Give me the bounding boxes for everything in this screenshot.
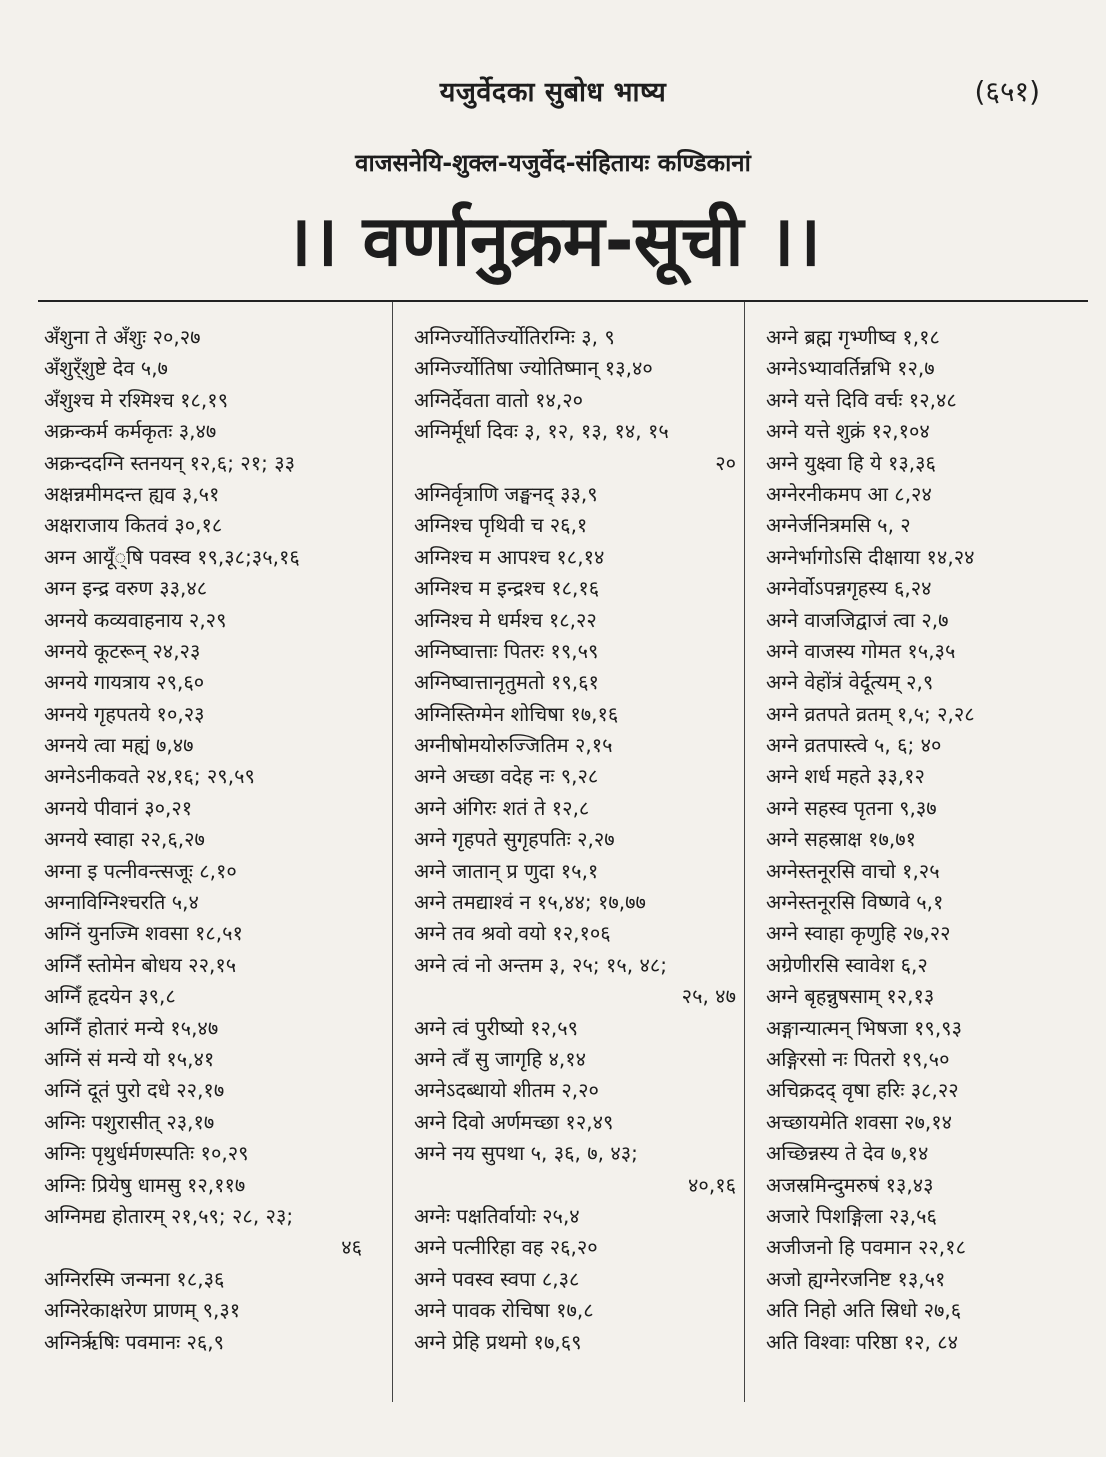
- index-entry: अग्ने पवस्व स्वपा ८,३८: [414, 1266, 580, 1291]
- index-entry: अग्निष्वात्तानृतुमतो १९,६१: [414, 670, 599, 695]
- index-entry: अति निहो अति स्रिधो २७,६: [766, 1298, 962, 1323]
- index-entry: अग्निः पृथुर्धर्मणस्पतिः १०,२९: [44, 1141, 249, 1166]
- index-entry: अग्नेस्तनूरसि विष्णवे ५,१: [766, 890, 944, 915]
- index-entry: अग्ने सहस्राक्ष १७,७१: [766, 827, 917, 852]
- index-entry: अग्ने तव श्रवो वयो १२,१०६: [414, 921, 611, 946]
- index-entry: अग्निमद्य होतारम् २१,५९; २८, २३;: [44, 1203, 294, 1228]
- book-title: यजुर्वेदका सुबोध भाष्य: [439, 77, 667, 108]
- index-entry: अग्निं दूतं पुरो दधे २२,१७: [44, 1078, 225, 1103]
- index-entry: अक्षराजाय कितवं ३०,१८: [44, 513, 223, 538]
- index-entry: अग्ने त्वं नो अन्तम ३, २५; १५, ४८;: [414, 952, 667, 977]
- index-entry: अजीजनो हि पवमान २२,१८: [766, 1235, 966, 1260]
- index-entry: अग्ना इ पत्नीवन्त्सजूः ८,१०: [44, 858, 237, 883]
- index-entry: अग्ने नय सुपथा ५, ३६, ७, ४३;: [414, 1141, 638, 1166]
- index-entry: अग्ने वेहोंत्रं वेर्दूत्यम् २,९: [766, 670, 934, 695]
- index-entry: अग्ने शर्ध महते ३३,१२: [766, 764, 925, 789]
- index-entry: अग्रेणीरसि स्वावेश ६,२: [766, 952, 928, 977]
- index-entry: अक्रन्ददग्नि स्तनयन् १२,६; २१; ३३: [44, 450, 296, 475]
- index-entry: अग्ने ब्रह्म गृभ्णीष्व १,१८: [766, 325, 940, 349]
- index-entry: अग्नेर्जनित्रमसि ५, २: [766, 513, 911, 538]
- index-entry: अग्ने युक्ष्वा हि ये १३,३६: [766, 450, 936, 475]
- index-entry: अग्नेर्वोऽपन्नगृहस्य ६,२४: [766, 576, 932, 601]
- index-entry: अग्निर्ज्योतिषा ज्योतिष्मान् १३,४०: [414, 356, 653, 381]
- index-entry: अग्ने बृहन्नुषसाम् १२,१३: [766, 984, 935, 1009]
- index-entry: अग्निर्मूर्धा दिवः ३, १२, १३, १४, १५: [414, 419, 669, 444]
- index-entry: अग्निर्ज्योतिर्ज्योतिरग्निः ३, ९: [414, 325, 615, 349]
- index-entry: अजस्रमिन्दुमरुषं १३,४३: [766, 1172, 934, 1197]
- index-entry: अग्नीषोमयोरुज्जितिम २,१५: [414, 733, 613, 758]
- index-entry: अग्निं सं मन्ये यो १५,४१: [44, 1046, 215, 1071]
- index-entry: अग्नेः पक्षतिर्वायोः २५,४: [414, 1203, 580, 1228]
- index-entry: अग्निष्वात्ताः पितरः १९,५९: [414, 638, 599, 663]
- index-entry: अग्निश्च पृथिवी च २६,१: [414, 513, 588, 538]
- index-entry: अच्छिन्नस्य ते देव ७,१४: [766, 1141, 929, 1166]
- index-entry: अग्निँ हृदयेन ३९,८: [44, 984, 176, 1009]
- index-entry: अग्ने सहस्व पृतना ९,३७: [766, 795, 937, 820]
- index-entry: अग्नेस्तनूरसि वाचो १,२५: [766, 858, 940, 883]
- index-entry: अग्निः पशुरासीत् २३,१७: [44, 1109, 215, 1134]
- index-entry: अग्निः प्रियेषु धामसु १२,११७: [44, 1172, 246, 1197]
- index-entry: अग्निश्च म आपश्च १८,१४: [414, 544, 605, 569]
- index-entry: अग्नये कूटरून् २४,२३: [44, 638, 201, 663]
- index-entry: अग्ने व्रतपास्त्वे ५, ६; ४०: [766, 733, 942, 758]
- index-entry: २५, ४७: [681, 984, 736, 1009]
- index-entry: अग्नये स्वाहा २२,६,२७: [44, 827, 205, 852]
- index-entry: अग्ने पत्नीरिहा वह २६,२०: [414, 1235, 598, 1260]
- index-entry: अग्ने जातान् प्र णुदा १५,१: [414, 858, 599, 883]
- index-entry: अग्ने अंगिरः शतं ते १२,८: [414, 795, 590, 820]
- index-column-1: [44, 322, 362, 1358]
- index-entry: अग्ने पावक रोचिषा १७,८: [414, 1298, 594, 1323]
- index-entry: अजारे पिशङ्गिला २३,५६: [766, 1203, 937, 1228]
- index-entry: अग्निँ होतारं मन्ये १५,४७: [44, 1015, 219, 1040]
- index-entry: अग्ने व्रतपते व्रतम् १,५; २,२८: [766, 701, 975, 726]
- index-entry: अग्निर्देवता वातो १४,२०: [414, 387, 584, 412]
- index-entry: अग्ने वाजस्य गोमत १५,३५: [766, 638, 956, 663]
- index-entry: अग्नेऽदब्धायो शीतम २,२०: [414, 1078, 599, 1103]
- index-entry: अग्ने वाजजिद्वाजं त्वा २,७: [766, 607, 949, 632]
- index-entry: अग्नये कव्यवाहनाय २,२९: [44, 607, 227, 632]
- index-entry: अग्निर्वृत्राणि जङ्घनद् ३३,९: [414, 481, 598, 506]
- index-entry: अग्निश्च म इन्द्रश्च १८,१६: [414, 576, 600, 601]
- index-entry: अग्निरस्मि जन्मना १८,३६: [44, 1266, 225, 1291]
- index-entry: अग्ने तमद्याश्वं न १५,४४; १७,७७: [414, 890, 646, 915]
- index-entry: अग्ने यत्ते शुक्रं १२,१०४: [766, 419, 930, 444]
- index-entry: अग्न इन्द्र वरुण ३३,४८: [44, 576, 208, 601]
- index-entry: अचिक्रदद् वृषा हरिः ३८,२२: [766, 1078, 959, 1103]
- column-divider-1: [392, 302, 393, 1402]
- index-entry: अग्नये त्वा मह्यं ७,४७: [44, 733, 194, 758]
- index-entry: अक्षन्नमीमदन्त ह्यव ३,५१: [44, 481, 220, 506]
- index-entry: अति विश्वाः परिष्ठा १२, ८४: [766, 1329, 959, 1354]
- index-entry: अग्ने प्रेहि प्रथमो १७,६९: [414, 1329, 582, 1354]
- index-entry: अँशुर्ँशुष्टे देव ५,७: [44, 356, 168, 381]
- index-entry: अग्नाविग्निश्चरति ५,४: [44, 890, 199, 915]
- index-entry: अग्निश्च मे धर्मश्च १८,२२: [414, 607, 597, 632]
- index-column-2: [414, 322, 736, 1358]
- index-entry: अग्नेऽभ्यावर्तिन्नभि १२,७: [766, 356, 935, 381]
- index-entry: ४०,१६: [688, 1172, 736, 1197]
- index-entry: अग्ने गृहपते सुगृहपतिः २,२७: [414, 827, 615, 852]
- index-entry: अक्रन्कर्म कर्मकृतः ३,४७: [44, 419, 217, 444]
- index-entry: अग्नेर्भागोऽसि दीक्षाया १४,२४: [766, 544, 975, 569]
- page-number: (६५१): [974, 75, 1040, 108]
- running-head: [0, 72, 1106, 112]
- column-divider-2: [744, 302, 745, 1402]
- index-entry: अग्निर्ऋषिः पवमानः २६,९: [44, 1329, 225, 1354]
- index-entry: अग्नेऽनीकवते २४,१६; २९,५९: [44, 764, 255, 789]
- index-entry: अग्नये पीवानं ३०,२१: [44, 795, 193, 820]
- index-entry: अजो ह्यग्नेरजनिष्ट १३,५१: [766, 1266, 946, 1291]
- index-entry: अग्निं युनज्मि शवसा १८,५१: [44, 921, 243, 946]
- index-entry: अच्छायमेति शवसा २७,१४: [766, 1109, 953, 1134]
- index-entry: अग्ने त्वं पुरीष्यो १२,५९: [414, 1015, 579, 1040]
- index-entry: अँशुना ते अँशुः २०,२७: [44, 325, 201, 349]
- index-entry: अङ्गिरसो नः पितरो १९,५०: [766, 1046, 950, 1071]
- header-divider: [38, 300, 1088, 302]
- index-entry: अग्न आयूँ्षि पवस्व १९,३८;३५,१६: [44, 544, 300, 569]
- index-entry: अग्ने त्वँ सु जागृहि ४,१४: [414, 1046, 587, 1071]
- index-entry: अग्नेरनीकमप आ ८,२४: [766, 481, 932, 506]
- index-entry: अँशुश्च मे रश्मिश्च १८,१९: [44, 387, 229, 412]
- index-entry: अग्नये गायत्राय २९,६०: [44, 670, 205, 695]
- index-entry: २०: [715, 450, 736, 475]
- page-title: ।। वर्णानुक्रम-सूची ।।: [285, 200, 821, 282]
- index-entry: अग्ने यत्ते दिवि वर्चः १२,४८: [766, 387, 957, 412]
- index-entry: ४६: [341, 1235, 362, 1260]
- index-entry: अग्निरेकाक्षरेण प्राणम् ९,३१: [44, 1298, 241, 1323]
- index-entry: अग्नये गृहपतये १०,२३: [44, 701, 205, 726]
- index-entry: अग्निँ स्तोमेन बोधय २२,१५: [44, 952, 237, 977]
- index-entry: अग्ने अच्छा वदेह नः ९,२८: [414, 764, 599, 789]
- index-entry: अग्ने दिवो अर्णमच्छा १२,४९: [414, 1109, 614, 1134]
- index-column-3: [766, 322, 1088, 1358]
- index-entry: अग्निस्तिग्मेन शोचिषा १७,१६: [414, 701, 619, 726]
- index-entry: अङ्गान्यात्मन् भिषजा १९,९३: [766, 1015, 962, 1040]
- index-entry: अग्ने स्वाहा कृणुहि २७,२२: [766, 921, 951, 946]
- subtitle: वाजसनेयि-शुक्ल-यजुर्वेद-संहितायः कण्डिकानां: [355, 149, 751, 177]
